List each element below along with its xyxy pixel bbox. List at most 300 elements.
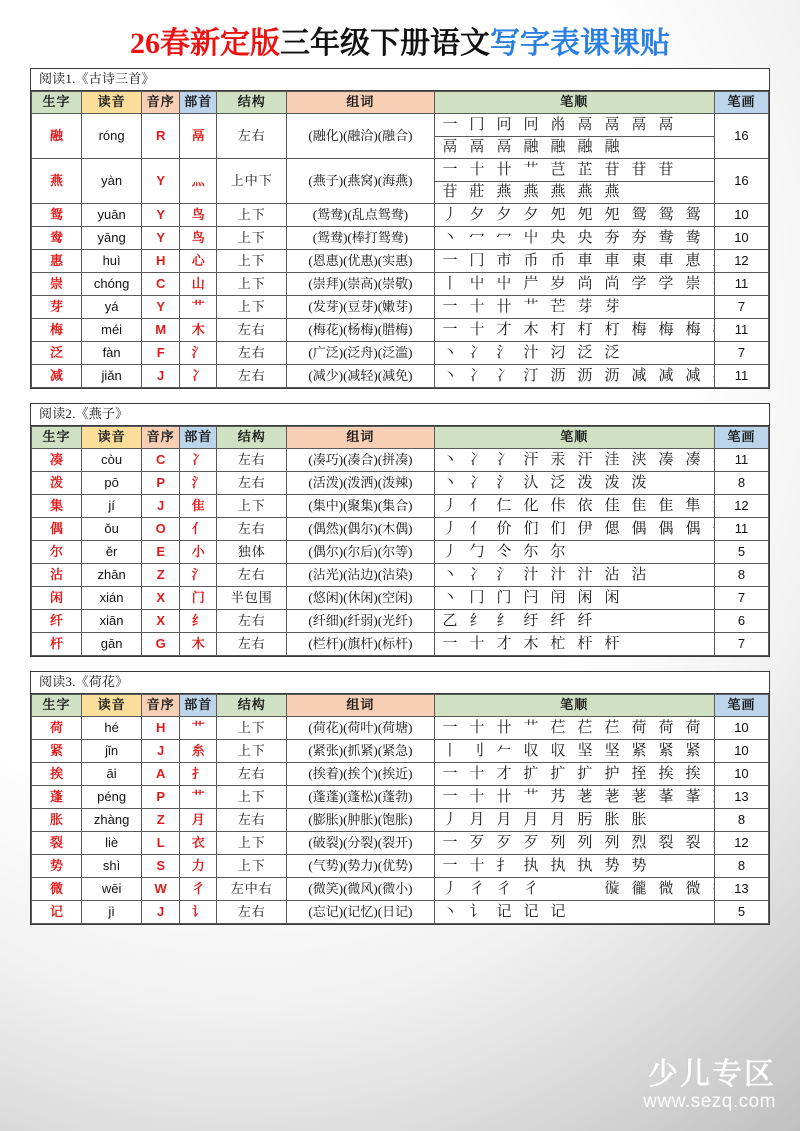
cell-words: (微笑)(微风)(微小) <box>287 877 434 900</box>
table-row <box>32 540 769 563</box>
column-header-ci: 组词 <box>287 694 434 716</box>
stroke-step: 尚 <box>604 275 620 292</box>
cell-initial-letter: Y <box>142 226 180 249</box>
stroke-step: 浃 <box>631 451 647 468</box>
stroke-step: 月 <box>496 811 512 828</box>
cell-pinyin: róng <box>82 113 142 158</box>
stroke-step: 泛 <box>604 344 620 361</box>
cell-initial-letter: O <box>142 517 180 540</box>
stroke-step: 鬲 <box>496 139 512 156</box>
stroke-step: 沾 <box>631 566 647 583</box>
cell-radical: 门 <box>180 586 217 609</box>
stroke-step: 冫 <box>469 474 485 491</box>
cell-words: (减少)(减轻)(减免) <box>287 364 434 387</box>
cell-stroke-count: 7 <box>714 632 768 655</box>
cell-radical: 讠 <box>180 900 217 923</box>
cell-pinyin: còu <box>82 448 142 471</box>
stroke-step: 仒 <box>496 543 512 560</box>
cell-structure: 独体 <box>217 540 287 563</box>
stroke-step: 十 <box>469 765 485 782</box>
stroke-order-line <box>435 587 714 609</box>
cell-pinyin: chóng <box>82 272 142 295</box>
table-row <box>32 563 769 586</box>
lesson-title: 阅读1.《古诗三首》 <box>31 69 769 91</box>
cell-structure: 上下 <box>217 716 287 739</box>
column-header-jie: 结构 <box>217 91 287 113</box>
cell-initial-letter: L <box>142 831 180 854</box>
stroke-step: 冫 <box>496 451 512 468</box>
stroke-step: 亻 <box>469 520 485 537</box>
stroke-step: 挨 <box>685 765 701 782</box>
cell-pinyin: ǒu <box>82 517 142 540</box>
cell-structure: 上下 <box>217 249 287 272</box>
stroke-step: 氵 <box>496 474 512 491</box>
stroke-step: 夗 <box>550 206 566 223</box>
stroke-step: 减 <box>658 367 674 384</box>
cell-stroke-count: 5 <box>714 900 768 923</box>
cell-stroke-count: 12 <box>714 831 768 854</box>
stroke-order-line <box>435 832 714 854</box>
stroke-step: 丶 <box>442 367 458 384</box>
stroke-step: 讠 <box>469 903 485 920</box>
table-row <box>32 272 769 295</box>
cell-radical: 小 <box>180 540 217 563</box>
cell-character: 势 <box>32 854 82 877</box>
stroke-step: 卄 <box>496 788 512 805</box>
stroke-step: 门 <box>496 589 512 606</box>
cell-words: (紧张)(抓紧)(紧急) <box>287 739 434 762</box>
stroke-order-line <box>435 610 714 632</box>
stroke-step: 市 <box>496 252 512 269</box>
stroke-step: 鬲 <box>577 116 593 133</box>
stroke-step <box>707 496 714 516</box>
cell-pinyin: wēi <box>82 877 142 900</box>
cell-words: (气势)(势力)(优势) <box>287 854 434 877</box>
table-row <box>32 295 769 318</box>
cell-structure: 左右 <box>217 341 287 364</box>
cell-stroke-count: 16 <box>714 113 768 158</box>
table-row <box>32 632 769 655</box>
stroke-order-line <box>435 541 714 563</box>
stroke-step: 芽 <box>577 298 593 315</box>
cell-stroke-order <box>434 739 714 762</box>
lesson-block <box>30 403 770 657</box>
cell-structure: 上下 <box>217 785 287 808</box>
table-body <box>32 448 769 655</box>
cell-radical: 冫 <box>180 364 217 387</box>
stroke-step: 挨 <box>658 765 674 782</box>
cell-initial-letter: J <box>142 364 180 387</box>
stroke-step: 央 <box>577 229 593 246</box>
cell-structure: 左右 <box>217 364 287 387</box>
lesson-title: 阅读2.《燕子》 <box>31 404 769 426</box>
stroke-step: 扌 <box>496 857 512 874</box>
stroke-order-line <box>435 717 714 739</box>
stroke-step: 芢 <box>577 719 593 736</box>
cell-stroke-order <box>434 471 714 494</box>
cell-pinyin: pō <box>82 471 142 494</box>
stroke-step: 纡 <box>523 612 539 629</box>
stroke-step <box>707 320 714 340</box>
cell-initial-letter: W <box>142 877 180 900</box>
cell-initial-letter: Y <box>142 295 180 318</box>
cell-structure: 左右 <box>217 448 287 471</box>
stroke-step <box>707 519 714 539</box>
cell-structure: 上中下 <box>217 158 287 203</box>
stroke-step: 学 <box>658 275 674 292</box>
cell-stroke-order <box>434 158 714 203</box>
stroke-step: 十 <box>469 298 485 315</box>
stroke-step: 鬲 <box>631 116 647 133</box>
cell-stroke-count: 7 <box>714 295 768 318</box>
stroke-step: 鸯 <box>658 229 674 246</box>
stroke-step: 汀 <box>523 367 539 384</box>
cell-character: 泼 <box>32 471 82 494</box>
stroke-step: 芑 <box>550 161 566 178</box>
column-header-shun: 笔顺 <box>434 426 714 448</box>
stroke-step: 泼 <box>577 474 593 491</box>
cell-words: (广泛)(泛舟)(泛滥) <box>287 341 434 364</box>
stroke-step: 冖 <box>496 229 512 246</box>
cell-character: 燕 <box>32 158 82 203</box>
stroke-step: 纟 <box>469 612 485 629</box>
cell-character: 胀 <box>32 808 82 831</box>
cell-pinyin: yàn <box>82 158 142 203</box>
stroke-step: 荖 <box>631 788 647 805</box>
cell-stroke-order <box>434 203 714 226</box>
table-row <box>32 113 769 158</box>
stroke-step: 鬲 <box>469 139 485 156</box>
stroke-step: 纤 <box>577 612 593 629</box>
stroke-step <box>707 833 714 853</box>
character-table <box>31 694 769 924</box>
stroke-step: 闬 <box>550 589 566 606</box>
stroke-step: 十 <box>469 635 485 652</box>
cell-radical: 力 <box>180 854 217 877</box>
cell-pinyin: yāng <box>82 226 142 249</box>
cell-character: 微 <box>32 877 82 900</box>
lesson-block <box>30 68 770 389</box>
stroke-step: 坚 <box>604 742 620 759</box>
stroke-step: 仁 <box>496 497 512 514</box>
cell-stroke-count: 10 <box>714 716 768 739</box>
table-row <box>32 877 769 900</box>
stroke-order-line <box>435 740 714 762</box>
cell-initial-letter: Y <box>142 158 180 203</box>
stroke-step: 冂 <box>469 589 485 606</box>
cell-structure: 上下 <box>217 494 287 517</box>
stroke-step: 歹 <box>523 834 539 851</box>
cell-structure: 左右 <box>217 632 287 655</box>
table-row <box>32 716 769 739</box>
cell-initial-letter: Z <box>142 563 180 586</box>
cell-radical: 艹 <box>180 295 217 318</box>
table-header-row <box>32 426 769 448</box>
cell-radical: 氵 <box>180 341 217 364</box>
stroke-step: 才 <box>496 765 512 782</box>
cell-structure: 上下 <box>217 226 287 249</box>
stroke-step: 裂 <box>685 834 701 851</box>
stroke-step: 记 <box>523 903 539 920</box>
stroke-step: 依 <box>577 497 593 514</box>
stroke-step: 冂 <box>469 116 485 133</box>
stroke-step <box>707 251 714 271</box>
cell-pinyin: liè <box>82 831 142 854</box>
cell-stroke-count: 13 <box>714 785 768 808</box>
column-header-hua: 笔画 <box>714 426 768 448</box>
stroke-step: 苷 <box>604 161 620 178</box>
stroke-step: 沾 <box>604 566 620 583</box>
cell-stroke-count: 11 <box>714 318 768 341</box>
stroke-step: 丶 <box>442 451 458 468</box>
table-row <box>32 762 769 785</box>
page-title <box>0 0 800 68</box>
stroke-step: 冫 <box>469 566 485 583</box>
table-row <box>32 364 769 387</box>
cell-initial-letter: E <box>142 540 180 563</box>
cell-initial-letter: X <box>142 609 180 632</box>
cell-pinyin: xián <box>82 586 142 609</box>
title-segment-black: 三年级下册语文 <box>280 27 490 60</box>
stroke-order-line <box>435 319 714 341</box>
stroke-step: 挃 <box>631 765 647 782</box>
cell-initial-letter: Z <box>142 808 180 831</box>
stroke-step: 車 <box>604 252 620 269</box>
cell-words: (燕子)(燕窝)(海燕) <box>287 158 434 203</box>
stroke-step: 丿 <box>442 520 458 537</box>
stroke-order-line <box>435 495 714 517</box>
stroke-step: 𠂉 <box>496 742 512 759</box>
cell-initial-letter: P <box>142 471 180 494</box>
title-segment-blue: 写字表课课贴 <box>490 27 670 60</box>
stroke-step <box>707 450 714 470</box>
stroke-step: 沥 <box>550 367 566 384</box>
stroke-step: 𢔗 <box>579 880 591 897</box>
table-header-row <box>32 694 769 716</box>
stroke-step: 一 <box>442 635 458 652</box>
cell-radical: 灬 <box>180 158 217 203</box>
stroke-order-line <box>435 159 714 181</box>
stroke-step: 隹 <box>658 497 674 514</box>
stroke-step: 执 <box>577 857 593 874</box>
stroke-step: 肟 <box>577 811 593 828</box>
cell-pinyin: xiān <box>82 609 142 632</box>
cell-character: 偶 <box>32 517 82 540</box>
cell-words: (偶尔)(尔后)(尔等) <box>287 540 434 563</box>
stroke-step: 卄 <box>496 298 512 315</box>
stroke-step: 十 <box>469 321 485 338</box>
cell-radical: 鸟 <box>180 226 217 249</box>
stroke-step: 燕 <box>577 184 593 201</box>
stroke-step: 汁 <box>550 566 566 583</box>
cell-stroke-count: 11 <box>714 272 768 295</box>
stroke-order-line <box>435 181 714 203</box>
cell-stroke-count: 13 <box>714 877 768 900</box>
stroke-step: 収 <box>523 742 539 759</box>
cell-stroke-order <box>434 448 714 471</box>
stroke-step: 芢 <box>550 719 566 736</box>
stroke-order-line <box>435 342 714 364</box>
cell-stroke-count: 11 <box>714 517 768 540</box>
stroke-step: 一 <box>442 298 458 315</box>
stroke-step: 𢔗 <box>552 880 564 897</box>
stroke-order-line <box>435 296 714 318</box>
stroke-step: 冫 <box>469 451 485 468</box>
stroke-step: 一 <box>442 321 458 338</box>
stroke-step: 冫 <box>469 344 485 361</box>
stroke-step: 冖 <box>469 229 485 246</box>
tables-container <box>0 68 800 925</box>
cell-stroke-order <box>434 494 714 517</box>
cell-character: 闲 <box>32 586 82 609</box>
column-header-bu: 部首 <box>180 91 217 113</box>
stroke-step: 佳 <box>604 497 620 514</box>
cell-radical: 艹 <box>180 785 217 808</box>
cell-initial-letter: Y <box>142 203 180 226</box>
stroke-step: 丿 <box>442 880 458 897</box>
stroke-step: 屵 <box>523 275 539 292</box>
watermark-url: www.sezq.com <box>643 1091 776 1112</box>
stroke-step: 夕 <box>523 206 539 223</box>
stroke-step: 冂 <box>469 252 485 269</box>
cell-structure: 上下 <box>217 272 287 295</box>
stroke-step: 胀 <box>604 811 620 828</box>
column-header-xu: 音序 <box>142 91 180 113</box>
stroke-order-line <box>435 855 714 877</box>
cell-radical: 氵 <box>180 563 217 586</box>
column-header-ci: 组词 <box>287 91 434 113</box>
cell-words: (崇拜)(崇高)(崇敬) <box>287 272 434 295</box>
stroke-step: 岁 <box>550 275 566 292</box>
stroke-step: 屮 <box>523 229 539 246</box>
cell-radical: 心 <box>180 249 217 272</box>
cell-initial-letter: R <box>142 113 180 158</box>
cell-character: 挨 <box>32 762 82 785</box>
stroke-step: 荷 <box>685 719 701 736</box>
cell-character: 芽 <box>32 295 82 318</box>
stroke-step: 崇 <box>685 275 701 292</box>
stroke-step: 梅 <box>685 321 701 338</box>
stroke-step: 荷 <box>631 719 647 736</box>
stroke-step: 洼 <box>604 451 620 468</box>
cell-radical: 鸟 <box>180 203 217 226</box>
cell-structure: 上下 <box>217 854 287 877</box>
stroke-step: 融 <box>577 139 593 156</box>
cell-radical: 山 <box>180 272 217 295</box>
stroke-step: 融 <box>550 139 566 156</box>
stroke-step: 㡀 <box>550 116 566 133</box>
stroke-step: 汗 <box>577 451 593 468</box>
stroke-step: 记 <box>550 903 566 920</box>
cell-initial-letter: X <box>142 586 180 609</box>
cell-words: (膨胀)(肿胀)(饱胀) <box>287 808 434 831</box>
stroke-step: 燕 <box>523 184 539 201</box>
cell-stroke-count: 10 <box>714 203 768 226</box>
cell-initial-letter: C <box>142 272 180 295</box>
cell-radical: 月 <box>180 808 217 831</box>
stroke-step: 微 <box>658 880 674 897</box>
cell-radical: 扌 <box>180 762 217 785</box>
table-row <box>32 203 769 226</box>
stroke-order-line <box>435 365 714 387</box>
cell-stroke-count: 8 <box>714 471 768 494</box>
stroke-step: 朾 <box>604 321 620 338</box>
cell-stroke-order <box>434 900 714 923</box>
stroke-step: 价 <box>496 520 512 537</box>
stroke-step: 収 <box>550 742 566 759</box>
stroke-step: 車 <box>658 252 674 269</box>
stroke-step: 杆 <box>577 635 593 652</box>
stroke-order-line <box>435 273 714 295</box>
stroke-step: 尚 <box>577 275 593 292</box>
stroke-step: 偲 <box>604 520 620 537</box>
cell-radical: 木 <box>180 318 217 341</box>
stroke-step: 势 <box>631 857 647 874</box>
cell-pinyin: hé <box>82 716 142 739</box>
stroke-step: 泼 <box>604 474 620 491</box>
stroke-step: 歹 <box>469 834 485 851</box>
cell-initial-letter: A <box>142 762 180 785</box>
cell-character: 惠 <box>32 249 82 272</box>
cell-words: (集中)(聚集)(集合) <box>287 494 434 517</box>
stroke-step: 扩 <box>523 765 539 782</box>
cell-stroke-order <box>434 785 714 808</box>
stroke-step: 学 <box>631 275 647 292</box>
cell-stroke-count: 11 <box>714 364 768 387</box>
cell-stroke-order <box>434 318 714 341</box>
cell-pinyin: péng <box>82 785 142 808</box>
cell-pinyin: zhàng <box>82 808 142 831</box>
stroke-step: 鸳 <box>685 206 701 223</box>
stroke-step: 鬲 <box>442 139 458 156</box>
cell-initial-letter: J <box>142 900 180 923</box>
stroke-step: 丶 <box>442 903 458 920</box>
cell-structure: 左右 <box>217 113 287 158</box>
stroke-step: 荷 <box>658 719 674 736</box>
stroke-step: 芒 <box>550 298 566 315</box>
cell-structure: 左右 <box>217 762 287 785</box>
stroke-step: 荖 <box>577 788 593 805</box>
stroke-step: 们 <box>523 520 539 537</box>
cell-structure: 上下 <box>217 739 287 762</box>
table-row <box>32 900 769 923</box>
cell-words: (活泼)(泼洒)(泼辣) <box>287 471 434 494</box>
column-header-zi: 生字 <box>32 694 82 716</box>
stroke-step: 扩 <box>550 765 566 782</box>
cell-character: 鸯 <box>32 226 82 249</box>
cell-words: (恩惠)(优惠)(实惠) <box>287 249 434 272</box>
cell-stroke-count: 11 <box>714 448 768 471</box>
cell-stroke-count: 7 <box>714 586 768 609</box>
column-header-bu: 部首 <box>180 694 217 716</box>
cell-stroke-count: 5 <box>714 540 768 563</box>
stroke-step: 裂 <box>658 834 674 851</box>
cell-words: (发芽)(豆芽)(嫩芽) <box>287 295 434 318</box>
stroke-step: 一 <box>442 719 458 736</box>
stroke-order-line <box>435 786 714 808</box>
cell-pinyin: jì <box>82 900 142 923</box>
stroke-step: 汈 <box>550 344 566 361</box>
stroke-step: 化 <box>523 497 539 514</box>
stroke-step: 徿 <box>631 880 647 897</box>
stroke-step: 尓 <box>523 543 539 560</box>
cell-stroke-count: 7 <box>714 341 768 364</box>
table-row <box>32 226 769 249</box>
cell-character: 裂 <box>32 831 82 854</box>
stroke-step: 十 <box>469 719 485 736</box>
cell-radical: 亻 <box>180 517 217 540</box>
stroke-step: 护 <box>604 765 620 782</box>
